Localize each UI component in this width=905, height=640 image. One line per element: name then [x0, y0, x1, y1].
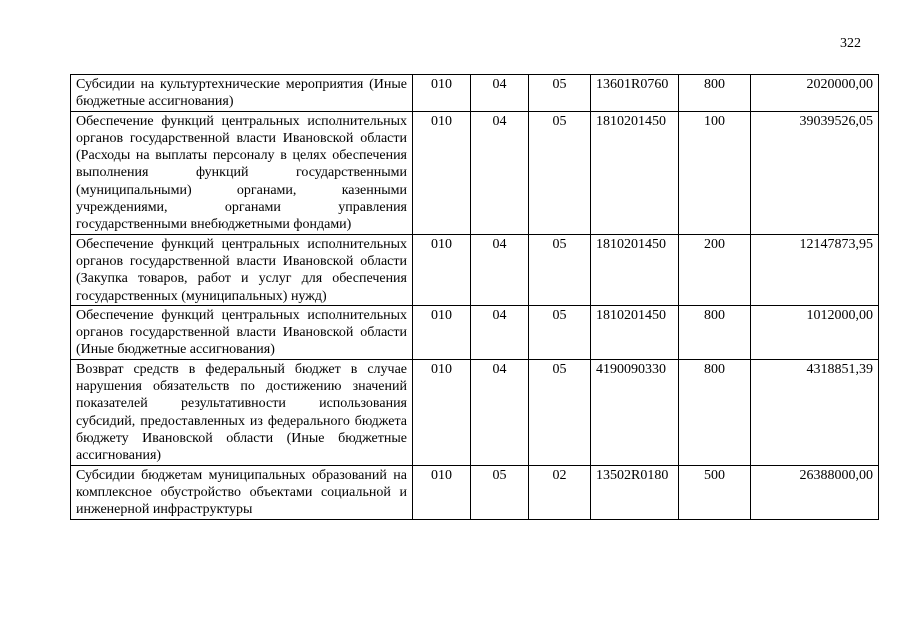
subsection-code: 05: [529, 359, 591, 465]
amount-value: 12147873,95: [751, 234, 879, 305]
amount-value: 2020000,00: [751, 75, 879, 112]
target-article-code: 13601R0760: [591, 75, 679, 112]
expense-kind-code: 200: [679, 234, 751, 305]
amount-value: 4318851,39: [751, 359, 879, 465]
section-code: 04: [471, 305, 529, 359]
target-article-code: 13502R0180: [591, 465, 679, 519]
ministry-code: 010: [413, 234, 471, 305]
table-row: [71, 234, 879, 305]
expense-kind-code: 100: [679, 111, 751, 234]
target-article-code: 4190090330: [591, 359, 679, 465]
table-row: [71, 75, 879, 112]
subsection-code: 05: [529, 234, 591, 305]
table-row: [71, 465, 879, 519]
amount-value: 39039526,05: [751, 111, 879, 234]
expense-kind-code: 800: [679, 359, 751, 465]
expense-kind-code: 800: [679, 75, 751, 112]
table-row: [71, 111, 879, 234]
budget-table: [70, 74, 879, 520]
row-description: Обеспечение функций центральных исполнительных органов государственной власти Ивановской области (Закупка товаров, работ и услуг для обеспечения государственных (муниципальных) нужд): [71, 234, 413, 305]
target-article-code: 1810201450: [591, 111, 679, 234]
row-description: Обеспечение функций центральных исполнительных органов государственной власти Ивановской области (Расходы на выплаты персоналу в целях обеспечения выполнения функций государственными (муниципальными) органами, казенными учреждениями, органами управления государственными внебюджетными фондами): [71, 111, 413, 234]
ministry-code: 010: [413, 305, 471, 359]
amount-value: 1012000,00: [751, 305, 879, 359]
page-number: 322: [840, 36, 861, 51]
expense-kind-code: 500: [679, 465, 751, 519]
row-description: Субсидии на культуртехнические мероприятия (Иные бюджетные ассигнования): [71, 75, 413, 112]
expense-kind-code: 800: [679, 305, 751, 359]
subsection-code: 05: [529, 75, 591, 112]
table-row: [71, 305, 879, 359]
target-article-code: 1810201450: [591, 305, 679, 359]
subsection-code: 02: [529, 465, 591, 519]
section-code: 05: [471, 465, 529, 519]
target-article-code: 1810201450: [591, 234, 679, 305]
section-code: 04: [471, 359, 529, 465]
row-description: Обеспечение функций центральных исполнительных органов государственной власти Ивановской области (Иные бюджетные ассигнования): [71, 305, 413, 359]
ministry-code: 010: [413, 111, 471, 234]
row-description-cell: [71, 465, 413, 519]
table-row: [71, 359, 879, 465]
row-description: Возврат средств в федеральный бюджет в случае нарушения обязательств по достижению значений показателей результативности использования субсидий, предоставленных из федерального бюджета бюджету Ивановской области (Иные бюджетные ассигнования): [71, 359, 413, 465]
ministry-code: 010: [413, 75, 471, 112]
subsection-code: 05: [529, 111, 591, 234]
ministry-code: 010: [413, 359, 471, 465]
row-description: Субсидии бюджетам муниципальных образований на комплексное обустройство объектами социальной и инженерной инфраструктуры: [76, 467, 407, 518]
section-code: 04: [471, 75, 529, 112]
amount-value: 26388000,00: [751, 465, 879, 519]
section-code: 04: [471, 234, 529, 305]
section-code: 04: [471, 111, 529, 234]
ministry-code: 010: [413, 465, 471, 519]
subsection-code: 05: [529, 305, 591, 359]
